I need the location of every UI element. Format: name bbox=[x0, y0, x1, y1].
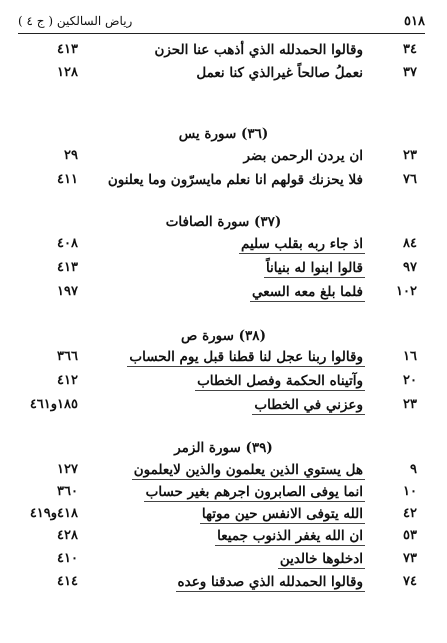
verse-row bbox=[0, 170, 447, 194]
verse-text: وقالوا الحمدلله الذي أذهب عنا الحزن bbox=[154, 42, 363, 58]
verse-row bbox=[0, 526, 447, 550]
verse-number: ٧٣ bbox=[403, 551, 417, 566]
verse-number: ٢٣ bbox=[403, 397, 417, 412]
verse-number: ٩٧ bbox=[403, 260, 417, 275]
verse-text: انما يوفى الصابرون اجرهم بغير حساب bbox=[145, 484, 363, 500]
verse-row bbox=[0, 146, 447, 170]
verse-number: ٩ bbox=[410, 462, 417, 477]
verse-number: ٥٣ bbox=[403, 528, 417, 543]
verse-number: ٧٤ bbox=[403, 574, 417, 589]
page-reference: ٤١٤ bbox=[57, 574, 78, 589]
page-reference: ٤١٨و٤١٩ bbox=[29, 506, 78, 521]
surah-title: (٣٩) سورة الزمر bbox=[174, 440, 273, 456]
page-reference: ٣٦٠ bbox=[57, 484, 78, 499]
verse-row bbox=[0, 482, 447, 506]
page-reference: ١٢٧ bbox=[57, 462, 78, 477]
verse-number: ١٠٢ bbox=[396, 284, 417, 299]
page-reference: ١٢٨ bbox=[57, 65, 78, 80]
page-reference: ٤١٠ bbox=[57, 551, 78, 566]
page-reference: ٤٢٨ bbox=[57, 528, 78, 543]
verse-text: الله يتوفى الانفس حين موتها bbox=[201, 506, 363, 522]
verse-row bbox=[0, 395, 447, 419]
verse-row bbox=[0, 282, 447, 306]
verse-number: ٢٠ bbox=[403, 373, 417, 388]
verse-number: ٣٧ bbox=[403, 65, 417, 80]
verse-text: ان يردن الرحمن بضر bbox=[243, 148, 363, 164]
surah-title: (٣٨) سورة ص bbox=[181, 328, 266, 344]
verse-row bbox=[0, 234, 447, 258]
verse-text: ان الله يغفر الذنوب جميعا bbox=[217, 528, 363, 544]
verse-row bbox=[0, 504, 447, 528]
page-reference: ٤١٣ bbox=[57, 260, 78, 275]
book-title: رياض السالكين ( ج ٤ ) bbox=[18, 14, 133, 28]
verse-number: ١٦ bbox=[403, 349, 417, 364]
verse-row bbox=[0, 549, 447, 573]
verse-text: اذ جاء ربه بقلب سليم bbox=[240, 236, 363, 252]
page-number: ٥١٨ bbox=[404, 13, 425, 29]
verse-number: ٤٢ bbox=[403, 506, 417, 521]
verse-text: فلما بلغ معه السعي bbox=[251, 284, 363, 300]
verse-number: ٣٤ bbox=[403, 42, 417, 57]
verse-row bbox=[0, 460, 447, 484]
verse-text: ادخلوها خالدين bbox=[279, 551, 363, 567]
verse-text: وعزني في الخطاب bbox=[254, 397, 363, 413]
verse-number: ٨٤ bbox=[403, 236, 417, 251]
header-divider bbox=[18, 33, 425, 34]
page-reference: ١٩٧ bbox=[57, 284, 78, 299]
page-reference: ٤١١ bbox=[57, 172, 78, 187]
verse-text: وآتيناه الحكمة وفصل الخطاب bbox=[197, 373, 363, 389]
surah-title: (٣٧) سورة الصافات bbox=[165, 214, 282, 230]
verse-number: ١٠ bbox=[403, 484, 417, 499]
page-reference: ٤٠٨ bbox=[57, 236, 78, 251]
verse-row bbox=[0, 572, 447, 596]
verse-text: وقالوا ربنا عجل لنا قطنا قبل يوم الحساب bbox=[129, 349, 363, 365]
verse-text: نعملُ صالحاً غيرالذي كنا نعمل bbox=[196, 65, 363, 81]
verse-row bbox=[0, 40, 447, 64]
page-reference: ٤١٣ bbox=[57, 42, 78, 57]
page-header bbox=[18, 10, 425, 32]
verse-text: وقالوا الحمدلله الذي صدقنا وعده bbox=[177, 574, 363, 590]
verse-text: هل يستوي الذين يعلمون والذين لايعلمون bbox=[133, 462, 363, 478]
surah-title: (٣٦) سورة يس bbox=[178, 126, 269, 142]
verse-number: ٢٣ bbox=[403, 148, 417, 163]
verse-row bbox=[0, 347, 447, 371]
verse-text: فلا يحزنك قولهم انا نعلم مايسرّون وما يعلنون bbox=[107, 172, 363, 188]
page-reference: ٣٦٦ bbox=[57, 349, 78, 364]
verse-row bbox=[0, 63, 447, 87]
verse-row bbox=[0, 258, 447, 282]
verse-number: ٧٦ bbox=[403, 172, 417, 187]
page-reference: ١٨٥و٤٦١ bbox=[29, 397, 78, 412]
page-reference: ٢٩ bbox=[64, 148, 78, 163]
verse-row bbox=[0, 371, 447, 395]
verse-text: قالوا ابنوا له بنياناً bbox=[265, 260, 363, 276]
page-reference: ٤١٢ bbox=[57, 373, 78, 388]
